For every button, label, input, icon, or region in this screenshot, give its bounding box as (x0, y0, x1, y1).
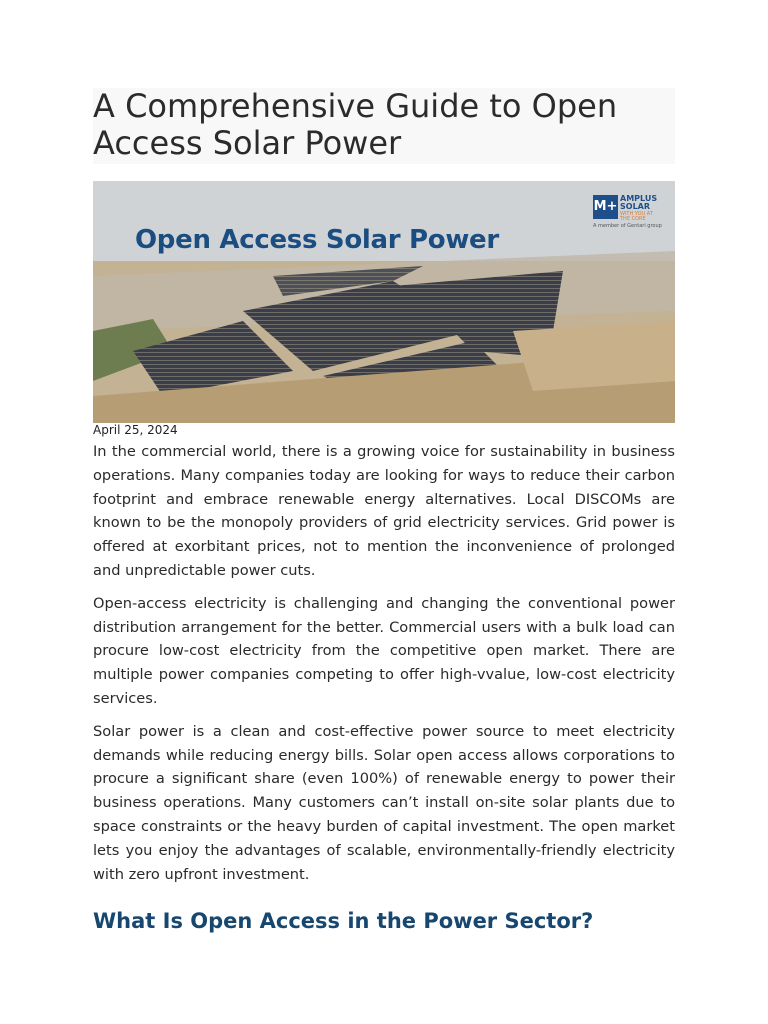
publish-date: April 25, 2024 (93, 423, 178, 437)
logo-brand (620, 195, 657, 211)
paragraph-1: In the commercial world, there is a growing voice for sustainability in business operations. Many companies today are looking for ways to reduce their carbon footprint and embrace renewable energy alternatives. Local DISCOMs are known to be the monopoly providers of grid electricity services. Grid power is offered at exorbitant prices, not to mention the inconvenience of prolonged and unpredictable power cuts. (93, 443, 675, 579)
logo-tagline: WITH YOU AT THE CORE (620, 211, 653, 222)
logo-sub: A member of Gentari group (593, 223, 662, 229)
paragraph-3: Solar power is a clean and cost-effective power source to meet electricity demands while reducing energy bills. Solar open access allows corporations to procure a significant share (even 100%) of renewable energy to power their business operations. Many customers can’t install on-site solar plants due to space constraints or the heavy burden of capital investment. The open market lets you enjoy the advantages of scalable, environmentally-friendly electricity with zero upfront investment. (93, 722, 675, 883)
page-title: A Comprehensive Guide to Open Access Solar Power (93, 87, 618, 162)
title-box (93, 88, 675, 164)
article (93, 88, 675, 934)
hero-image (93, 181, 675, 423)
section-heading: What Is Open Access in the Power Sector? (93, 909, 594, 934)
logo-mark: M+ (593, 195, 618, 219)
solar-farm-aerial-illustration (93, 181, 675, 423)
hero-heading: Open Access Solar Power (135, 225, 499, 255)
amplus-solar-logo (593, 195, 661, 229)
paragraph-2: Open-access electricity is challenging and changing the conventional power distribution arrangement for the better. Commercial users with a bulk load can procure low-cost electricity from the competitive open market. There are multiple power companies competing to offer high-vvalue, low-cost electricity services. (93, 594, 675, 707)
logo-brand-line2: SOLAR (620, 202, 651, 211)
logo-brand-line1: AMPLUS (620, 194, 658, 203)
